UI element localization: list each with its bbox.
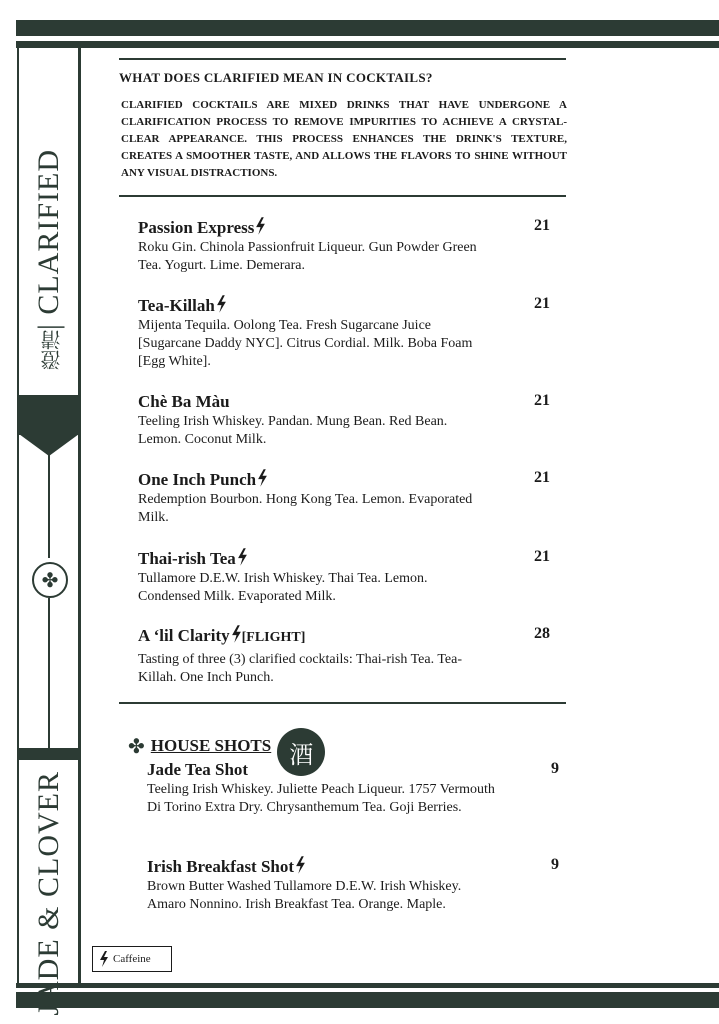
menu-item (147, 856, 567, 914)
lightning-bolt-icon (231, 625, 242, 643)
wine-character-badge: 酒 (277, 728, 325, 776)
sidebar-line-upper (48, 448, 50, 558)
item-name: Thai-rish Tea (138, 549, 236, 568)
item-name-line (147, 856, 567, 877)
item-name-line (138, 548, 558, 569)
sidebar-divider-lower (19, 748, 79, 760)
item-price: 21 (534, 548, 550, 565)
item-price: 21 (534, 469, 550, 486)
item-price: 21 (534, 392, 550, 409)
bottom-band (16, 992, 719, 1008)
lightning-bolt-icon (216, 295, 227, 313)
item-price: 28 (534, 625, 550, 642)
caffeine-legend (92, 946, 172, 972)
item-name: One Inch Punch (138, 470, 257, 489)
lightning-bolt-icon (237, 548, 248, 566)
item-name: Jade Tea Shot (147, 760, 249, 779)
legend-label: Caffeine (113, 953, 151, 965)
item-name: A ‘lil Clarity (138, 626, 230, 645)
house-shots-title: HOUSE SHOTS (150, 736, 272, 755)
item-name-line (138, 295, 558, 316)
item-description: Teeling Irish Whiskey. Juliette Peach Liqueur. 1757 Vermouth Di Torino Extra Dry. Chrysanthemum Tea. Goji Berries. (147, 782, 495, 815)
item-name: Tea-Killah (138, 296, 215, 315)
item-price: 21 (534, 295, 550, 312)
menu-item (138, 217, 558, 275)
lightning-bolt-icon (257, 469, 268, 487)
item-name: Chè Ba Màu (138, 392, 230, 411)
item-name-line (138, 625, 558, 646)
item-name: Irish Breakfast Shot (147, 857, 295, 876)
menu-item (138, 392, 558, 449)
lightning-bolt-icon (295, 856, 306, 874)
item-description: Redemption Bourbon. Hong Kong Tea. Lemon. Evaporated Milk. (138, 492, 473, 525)
section-divider (119, 702, 566, 704)
menu-item (138, 625, 558, 687)
flight-tag: [FLIGHT] (241, 630, 306, 645)
lightning-bolt-icon (255, 217, 266, 235)
clover-icon: ✤ (32, 562, 68, 598)
item-description: Mijenta Tequila. Oolong Tea. Fresh Sugarcane Juice [Sugarcane Daddy NYC]. Citrus Cordial. Milk. Boba Foam [Egg White]. (138, 318, 473, 369)
item-description: Teeling Irish Whiskey. Pandan. Mung Bean. Red Bean. Lemon. Coconut Milk. (138, 414, 448, 447)
sidebar-divider (19, 395, 79, 435)
menu-item (138, 469, 558, 527)
menu-item (147, 760, 567, 817)
chinese-characters: 澄清 (40, 330, 64, 370)
item-name-line (138, 392, 558, 412)
item-price: 9 (551, 760, 559, 777)
bottom-band-thin (16, 983, 719, 988)
item-description: Tullamore D.E.W. Irish Whiskey. Thai Tea. Lemon. Condensed Milk. Evaporated Milk. (138, 571, 428, 604)
clover-icon: ✤ (128, 734, 145, 758)
item-name-line (138, 217, 558, 238)
intro-title: WHAT DOES CLARIFIED MEAN IN COCKTAILS? (119, 70, 433, 85)
sidebar-line-lower (48, 598, 50, 748)
item-name-line (138, 469, 558, 490)
item-name: Passion Express (138, 218, 255, 237)
sidebar (17, 48, 81, 1016)
item-price: 21 (534, 217, 550, 234)
menu-item (138, 548, 558, 606)
item-price: 9 (551, 856, 559, 873)
lightning-bolt-icon (99, 951, 109, 967)
intro-bottom-rule (119, 195, 566, 197)
intro-top-rule (119, 58, 566, 60)
top-band (16, 20, 719, 36)
brand-name: JADE & CLOVER (32, 770, 65, 1016)
clarified-label: | CLARIFIED (32, 149, 65, 331)
item-description: Roku Gin. Chinola Passionfruit Liqueur. Gun Powder Green Tea. Yogurt. Lime. Demerara. (138, 240, 477, 273)
menu-item (138, 295, 558, 371)
top-band-thin (16, 41, 719, 48)
brand-label (19, 762, 79, 1024)
item-description: Brown Butter Washed Tullamore D.E.W. Irish Whiskey. Amaro Nonnino. Irish Breakfast Tea. Orange. Maple. (147, 879, 462, 912)
item-description: Tasting of three (3) clarified cocktails: Thai-rish Tea. Tea-Killah. One Inch Punch. (138, 652, 462, 685)
intro-body: CLARIFIED COCKTAILS ARE MIXED DRINKS THAT HAVE UNDERGONE A CLARIFICATION PROCESS TO REMOVE IMPURITIES TO ACHIEVE A CRYSTAL-CLEAR APPEARANCE. THIS PROCESS ENHANCES THE DRINK'S TEXTURE, CREATES A SMOOTHER TASTE, AND ALLOWS THE FLAVORS TO SHINE WITHOUT ANY VISUAL DISTRACTIONS. (121, 99, 567, 179)
item-name-line (147, 760, 567, 780)
